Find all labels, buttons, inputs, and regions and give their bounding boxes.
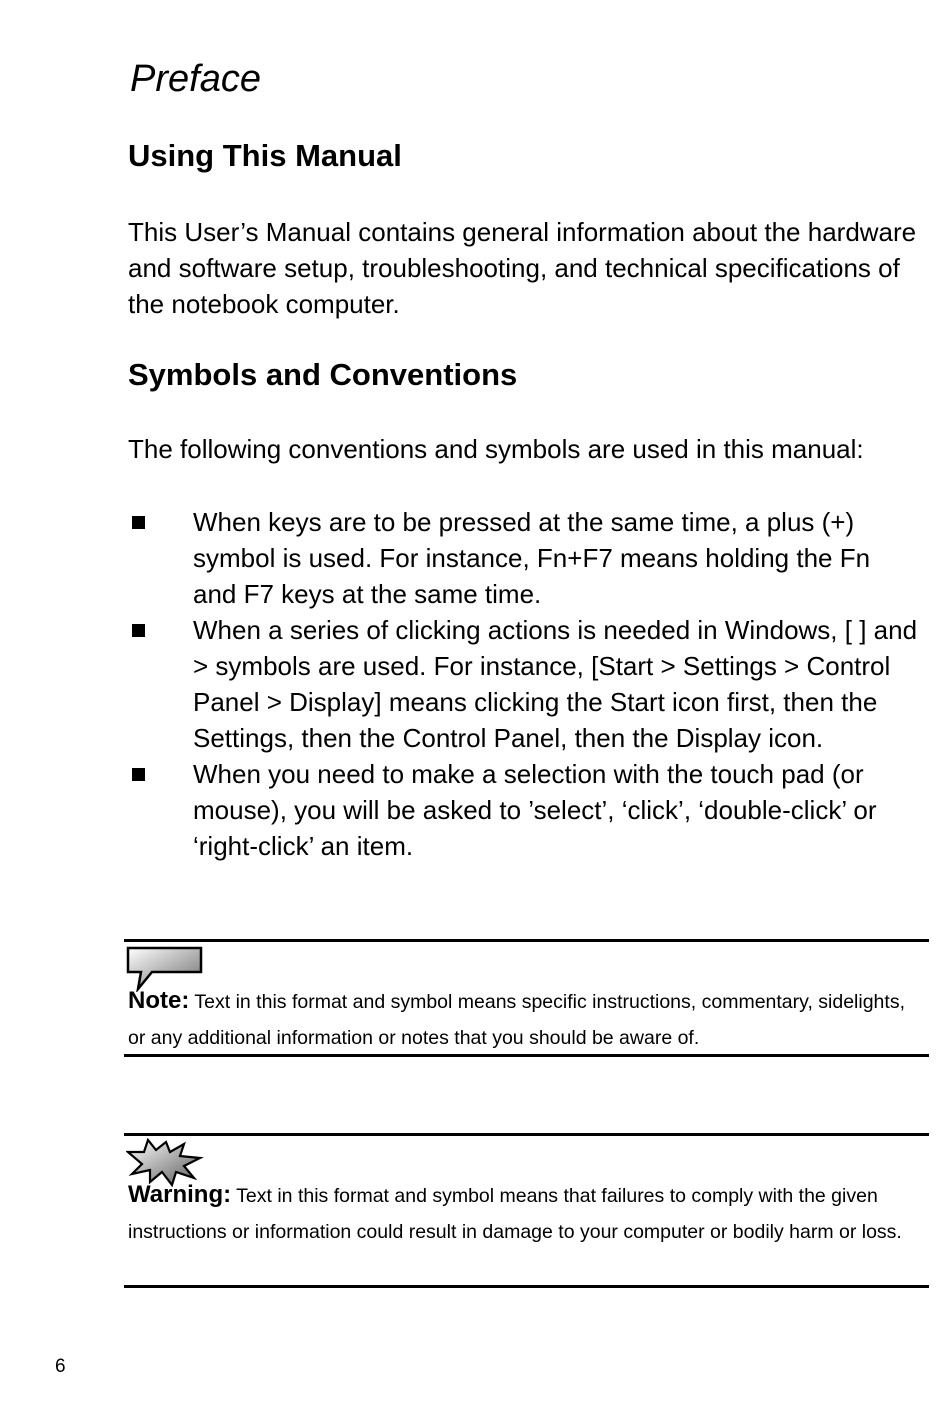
warning-top-rule	[124, 1133, 929, 1136]
using-manual-heading: Using This Manual	[128, 138, 402, 173]
list-item-text: When keys are to be pressed at the same time, a plus (+) symbol is used. For instance, Fn+F7 means holding the Fn and F7 keys at the same time.	[193, 507, 871, 609]
list-item-text: When you need to make a selection with the touch pad (or mouse), you will be asked to ’select’, ‘click’, ‘double-click’ or ‘right-click’ an item.	[193, 759, 877, 861]
warning-callout	[128, 1177, 918, 1250]
list-item	[128, 756, 918, 864]
warning-bottom-rule	[124, 1285, 929, 1288]
note-callout	[128, 983, 918, 1056]
preface-title: Preface	[130, 58, 261, 100]
note-bottom-rule	[124, 1054, 929, 1057]
note-top-rule	[124, 939, 929, 942]
using-manual-body: This User’s Manual contains general information about the hardware and software setup, troubleshooting, and technical specifications of the notebook computer.	[128, 217, 917, 319]
page-number: 6	[55, 1356, 66, 1377]
symbols-intro: The following conventions and symbols are used in this manual:	[128, 434, 864, 464]
note-label: Note:	[128, 987, 190, 1014]
square-bullet-icon	[132, 516, 145, 529]
square-bullet-icon	[132, 624, 145, 637]
note-text: Text in this format and symbol means specific instructions, commentary, sidelights, or any additional information or notes that you should be aware of.	[128, 991, 905, 1049]
symbols-conventions-heading: Symbols and Conventions	[128, 357, 518, 392]
warning-text: Text in this format and symbol means that failures to comply with the given instructions or information could result in damage to your computer or bodily harm or loss.	[128, 1185, 902, 1243]
conventions-list	[128, 504, 918, 864]
square-bullet-icon	[132, 768, 145, 781]
list-item	[128, 504, 918, 612]
list-item	[128, 612, 918, 756]
list-item-text: When a series of clicking actions is needed in Windows, [ ] and > symbols are used. For instance, [Start > Settings > Control Panel > Display] means clicking the Start icon first, then the Settings, then the Control Panel, then the Display icon.	[193, 615, 918, 753]
warning-label: Warning:	[128, 1181, 232, 1208]
